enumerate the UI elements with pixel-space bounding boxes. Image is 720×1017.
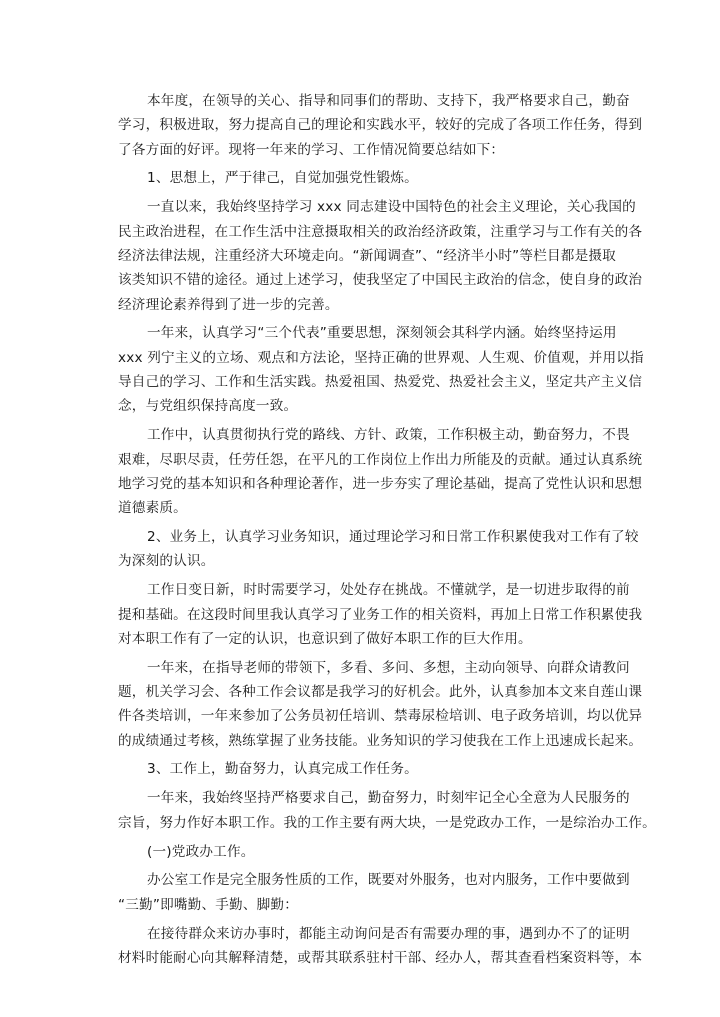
paragraph-intro — [118, 89, 643, 162]
paragraph-three-represents — [118, 321, 644, 418]
text-line: 宗旨，努力作好本职工作。我的工作主要有两大块，一是党政办工作，一是综治办工作。 — [118, 814, 656, 831]
text-line: “三勤”即嘴勤、手勤、脚勤： — [118, 896, 299, 913]
text-line: 一直以来，我始终坚持学习 xxx 同志建设中国特色的社会主义理论，关心我国的 — [147, 199, 636, 216]
heading-text: 2、业务上，认真学习业务知识，通过理论学习和日常工作积累使我对工作有了较 — [147, 529, 639, 546]
paragraph-service — [118, 786, 656, 835]
paragraph-office-work — [118, 868, 630, 917]
text-line: 学习，积极进取，努力提高自己的理论和实践水平，较好的完成了各项工作任务，得到 — [118, 117, 643, 134]
text-line: 艰难，尽职尽责，任劳任怨，在平凡的工作岗位上作出力所能及的贡献。通过认真系统 — [118, 451, 643, 468]
text-line: 题，机关学习会、各种工作会议都是我学习的好机会。此外，认真参加本文来自莲山课 — [118, 683, 643, 700]
text-line: 提和基础。在这段时间里我认真学习了业务工作的相关资料，再加上日常工作积累使我 — [118, 606, 643, 623]
paragraph-reception — [118, 922, 643, 971]
paragraph-training — [118, 656, 643, 753]
text-line: 了各方面的好评。现将一年来的学习、工作情况简要总结如下： — [118, 141, 505, 158]
text-line: 的成绩通过考核，熟练掌握了业务技能。业务知识的学习使我在工作上迅速成长起来。 — [118, 732, 643, 749]
text-line: 一年来，在指导老师的带领下，多看、多问、多想，主动向领导、向群众请教问 — [147, 659, 630, 676]
text-line: 民主政治进程，在工作生活中注意摄取相关的政治经济政策，注重学习与工作有关的各 — [118, 223, 643, 240]
section-heading-2 — [118, 525, 639, 574]
text-line: 工作日变日新，时时需要学习，处处存在挑战。不懂就学，是一切进步取得的前 — [147, 582, 630, 599]
paragraph-daily-learning — [118, 578, 643, 651]
text-line: 念，与党组织保持高度一致。 — [118, 398, 298, 415]
paragraph-political-theory — [118, 195, 643, 316]
text-line: 工作中，认真贯彻执行党的路线、方针、政策，工作积极主动，勤奋努力，不畏 — [147, 427, 630, 444]
text-line: 一年来，我始终坚持严格要求自己，勤奋努力，时刻牢记全心全意为人民服务的 — [147, 790, 630, 807]
text-line: 道德素质。 — [118, 500, 187, 517]
text-line: 一年来，认真学习“三个代表”重要思想，深刻领会其科学内涵。始终坚持运用 — [147, 325, 617, 342]
text-line: xxx 列宁主义的立场、观点和方法论，坚持正确的世界观、人生观、价值观，并用以指 — [118, 349, 644, 366]
document-body — [118, 89, 656, 975]
paragraph-work-conduct — [118, 423, 643, 520]
text-line: 导自己的学习、工作和生活实践。热爱祖国、热爱党、热爱社会主义，坚定共产主义信 — [118, 374, 643, 391]
section-heading-3 — [118, 757, 618, 781]
text-line: 对本职工作有了一定的认识，也意识到了做好本职工作的巨大作用。 — [118, 630, 532, 647]
heading-text: 为深刻的认识。 — [118, 553, 215, 570]
text-line: 材料时能耐心向其解释清楚，或帮其联系驻村干部、经办人，帮其查看档案资料等，本 — [118, 949, 643, 966]
text-line: 本年度，在领导的关心、指导和同事们的帮助、支持下，我严格要求自己，勤奋 — [147, 93, 630, 109]
heading-text: 1、思想上，严于律己，自觉加强党性锻炼。 — [147, 170, 418, 187]
heading-text: (一)党政办工作。 — [147, 843, 255, 860]
text-line: 地学习党的基本知识和各种理论著作，进一步夯实了理论基础，提高了党性认识和思想 — [118, 475, 643, 492]
text-line: 经济理论素养得到了进一步的完善。 — [118, 296, 339, 313]
text-line: 在接待群众来访办事时，都能主动询问是否有需要办理的事，遇到办不了的证明 — [147, 925, 630, 942]
heading-text: 3、工作上，勤奋努力，认真完成工作任务。 — [147, 761, 418, 778]
text-line: 经济法律法规，注重经济大环境走向。“新闻调查”、“经济半小时”等栏目都是摄取 — [118, 247, 616, 264]
text-line: 件各类培训，一年来参加了公务员初任培训、禁毒尿检培训、电子政务培训，均以优异 — [118, 708, 643, 725]
text-line: 该类知识不错的途径。通过上述学习，使我坚定了中国民主政治的信念，使自身的政治 — [118, 272, 643, 289]
text-line: 办公室工作是完全服务性质的工作，既要对外服务，也对内服务，工作中要做到 — [147, 872, 630, 889]
section-heading-1 — [118, 166, 618, 190]
subheading-party-office — [118, 840, 618, 864]
